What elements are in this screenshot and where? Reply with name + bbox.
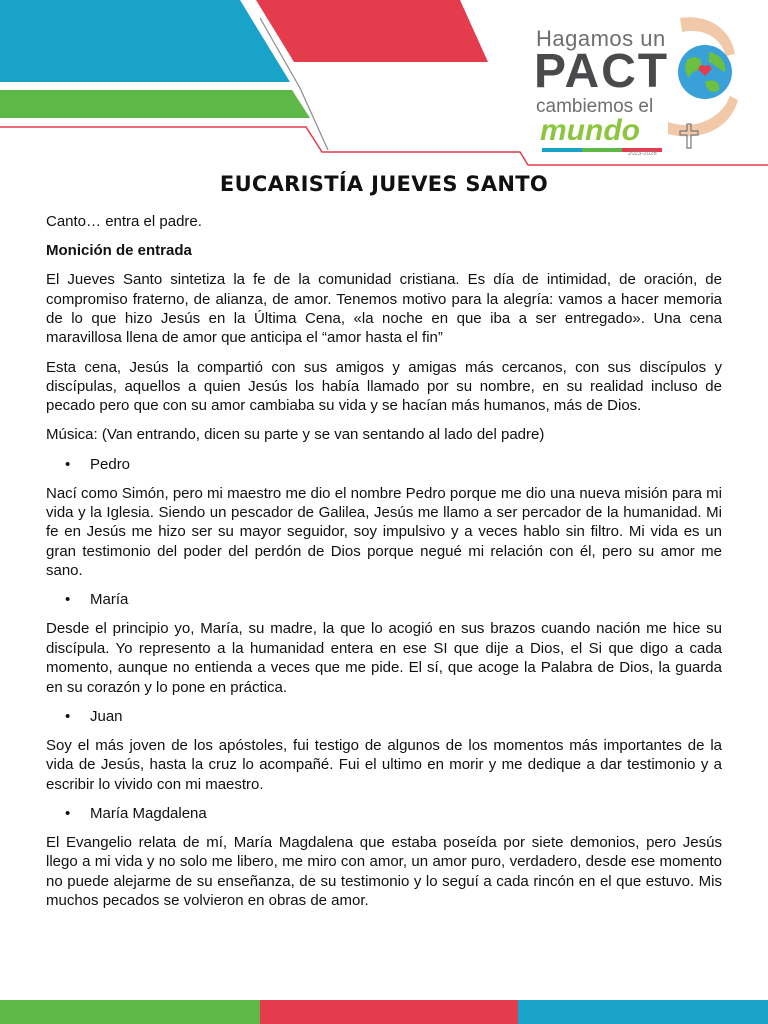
header-blue-band xyxy=(0,0,290,82)
cross-icon xyxy=(678,122,700,150)
bullet-item xyxy=(46,455,722,474)
bullet-dot-icon: • xyxy=(65,455,71,473)
bullet-text: María Magdalena xyxy=(90,804,207,822)
document-title: EUCARISTÍA JUEVES SANTO xyxy=(219,172,549,196)
paragraph: Nací como Simón, pero mi maestro me dio el nombre Pedro porque me dio una nueva misión para mi vida y la Iglesia. Siendo un pescador de Galilea, Jesús me llamo a ser percador de la humanidad. Mi fe en Jesús me hizo ser su mayor seguidor, soy impulsivo y a veces hablo sin filtro. Mi vida es un gran testimonio del poder del perdón de Dios porque negué mi relación con él, pero su amor me sano. xyxy=(46,484,722,580)
logo-line-4: mundo xyxy=(540,114,640,147)
paragraph: Música: (Van entrando, dicen su parte y se van sentando al lado del padre) xyxy=(46,426,545,444)
bullet-text: Juan xyxy=(90,707,123,725)
logo-line-1: Hagamos un xyxy=(536,26,666,51)
bullet-text: Pedro xyxy=(90,455,131,473)
header-red-band xyxy=(256,0,488,62)
paragraph: Esta cena, Jesús la compartió con sus amigos y amigas más cercanos, con sus discípulos y discípulas, aquellos a quien Jesús los había llamado por su nombre, en su realidad incluso de pecado pero que con su amor cambiaba su vida y se hacían más humanos, más de Dios. xyxy=(46,358,722,415)
logo xyxy=(530,10,750,165)
bullet-dot-icon: • xyxy=(65,707,71,725)
bullet-item xyxy=(46,707,722,726)
footer-red xyxy=(260,1000,518,1024)
bullet-item xyxy=(46,804,722,823)
paragraph: El Jueves Santo sintetiza la fe de la comunidad cristiana. Es día de intimidad, de oración, de compromiso fraterno, de alianza, de amor. Tenemos motivo para la alegría: vamos a hacer memoria de lo que hizo Jesús en la Última Cena, «la noche en que iba a ser entregado». Una cena maravillosa llena de amor que anticipa el “amor hasta el fin” xyxy=(46,271,722,347)
bullet-item xyxy=(46,590,722,609)
footer-green xyxy=(0,1000,260,1024)
logo-line-2: PACT xyxy=(534,45,670,98)
paragraph: Desde el principio yo, María, su madre, la que lo acogió en sus brazos cuando nación me hice su discípula. Yo represento a la humanidad entera en ese SI que dije a Dios, el Si que digo a cada momento, aunque no entienda a veces que me pide. El sí, que acoge la Palabra de Dios, la guarda en su corazón y lo pone en práctica. xyxy=(46,620,722,696)
bullet-dot-icon: • xyxy=(65,804,71,822)
footer-bar xyxy=(0,1000,768,1024)
globe-icon xyxy=(675,42,735,102)
paragraph: Canto… entra el padre. xyxy=(46,213,202,230)
footer-blue xyxy=(518,1000,768,1024)
paragraph: El Evangelio relata de mí, María Magdalena que estaba poseída por siete demonios, pero Jesús llego a mi vida y no solo me libero, me miro con amor, un amor puro, verdadero, desde ese momento no puede alejarme de su enseñanza, de su testimonio y lo seguí a cada rincón en el que estuvo. Mis muchos pecados se volvieron en obras de amor. xyxy=(46,833,722,910)
paragraph: Soy el más joven de los apóstoles, fui testigo de algunos de los momentos más importantes de la vida de Jesús, hasta la cruz lo acompañé. Fui el ultimo en morir y me dedique a dar testimonio y a escribir lo vivido con mi maestro. xyxy=(46,736,722,793)
logo-years: 2023-2026 xyxy=(628,151,657,157)
bullet-text: María xyxy=(90,591,129,609)
section-heading: Monición de entrada xyxy=(46,242,192,260)
logo-line-3: cambiemos el xyxy=(536,96,654,117)
header-green-band xyxy=(0,90,310,118)
document-body xyxy=(46,212,722,920)
bullet-dot-icon: • xyxy=(65,591,71,609)
